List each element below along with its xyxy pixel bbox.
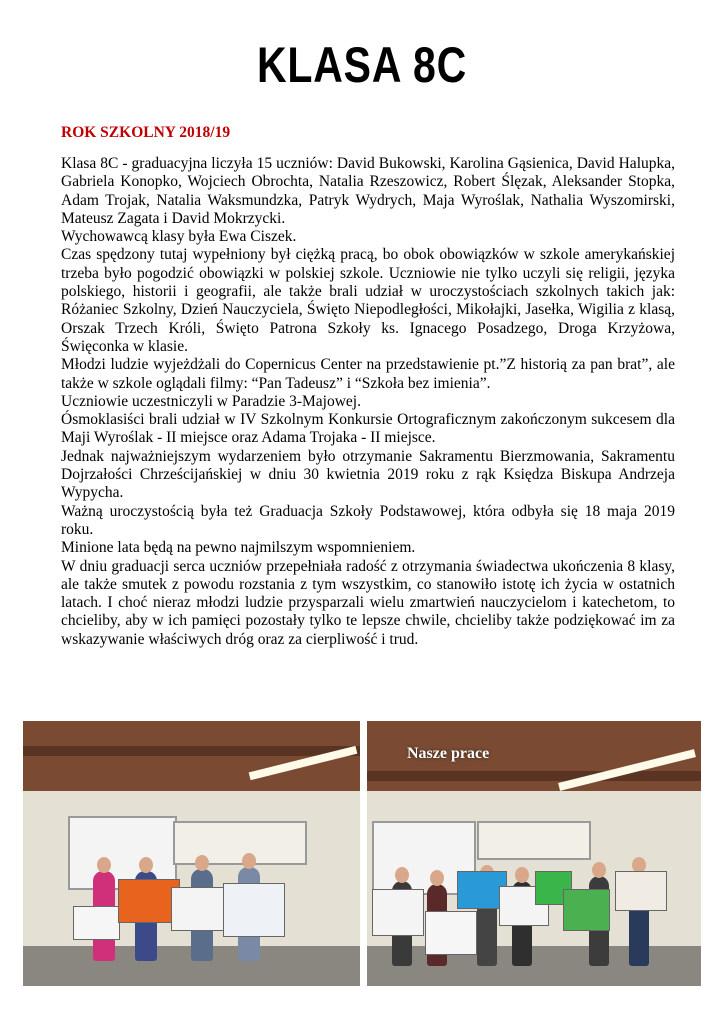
paragraph: Minione lata będą na pewno najmilszym wspomnieniem. xyxy=(61,539,416,557)
paragraph: Ważną uroczystością była też Graduacja Szkoły Podstawowej, która odbyła się 18 maja 2019 roku. xyxy=(61,502,675,538)
article-body xyxy=(61,155,675,649)
photo-caption: Nasze prace xyxy=(407,745,490,762)
page-title: KLASA 8C xyxy=(256,37,468,93)
paragraph: Młodzi ludzie wyjeżdżali do Copernicus Center na przedstawienie pt.”Z historią za pan brat”, ale także w szkole oglądali filmy: “Pan Tadeusz” i “Szkoła bez imienia”. xyxy=(61,356,675,392)
paragraph: Jednak najważniejszym wydarzeniem było otrzymanie Sakramentu Bierzmowania, Sakramentu Dojrzałości Chrześcijańskiej w dniu 30 kwietnia 2019 roku z rąk Księdza Biskupa Andrzeja Wypycha. xyxy=(61,447,675,502)
paragraph: Wychowawcą klasy była Ewa Ciszek. xyxy=(61,228,297,246)
school-year-heading: ROK SZKOLNY 2018/19 xyxy=(61,124,231,141)
paragraph: Czas spędzony tutaj wypełniony był ciężką pracą, bo obok obowiązków w szkole amerykańskiej trzeba było pogodzić obowiązki w polskiej szkole. Uczniowie nie tylko uczyli się religii, języka polskiego, historii i geografii, ale także brali udział w uroczystościach szkolnych takich jak: Różaniec Szkolny, Dzień Nauczyciela, Święto Niepodległości, Mikołajki, Jasełka, Wigilia z klasą, Orszak Trzech Króli, Święto Patrona Szkoły ks. Ignacego Posadzego, Droga Krzyżowa, Święconka w klasie. xyxy=(61,246,675,355)
class-photo-right xyxy=(367,721,701,986)
paragraph: W dniu graduacji serca uczniów przepełniała radość z otrzymania świadectwa ukończenia 8 klasy, ale także smutek z powodu rozstania z tym wszystkim, co stanowiło istotę ich życia w ostatnich latach. I choć nieraz młodzi ludzie przysparzali wielu zmartwień nauczycielom i katechetom, to chcieliby, aby w ich pamięci pozostały tylko te lepsze chwile, chcieliby także podziękować im za wskazywanie właściwych dróg oraz za cierpliwość i trud. xyxy=(61,557,675,648)
class-photo-left xyxy=(23,721,360,986)
paragraph: Klasa 8C - graduacyjna liczyła 15 uczniów: David Bukowski, Karolina Gąsienica, David Halupka, Gabriela Konopko, Wojciech Obrochta, Natalia Rzeszowicz, Robert Ślęzak, Aleksander Stopka, Adam Trojak, Natalia Waksmundzka, Patryk Wydrych, Maja Wyroślak, Nathalia Wyszomirski, Mateusz Zagata i David Mokrzycki. xyxy=(61,155,675,227)
paragraph: Ósmoklasiści brali udział w IV Szkolnym Konkursie Ortograficznym zakończonym sukcesem dla Maji Wyroślak - II miejsce oraz Adama Trojaka - II miejsce. xyxy=(61,411,675,447)
paragraph: Uczniowie uczestniczyli w Paradzie 3-Majowej. xyxy=(61,392,361,410)
